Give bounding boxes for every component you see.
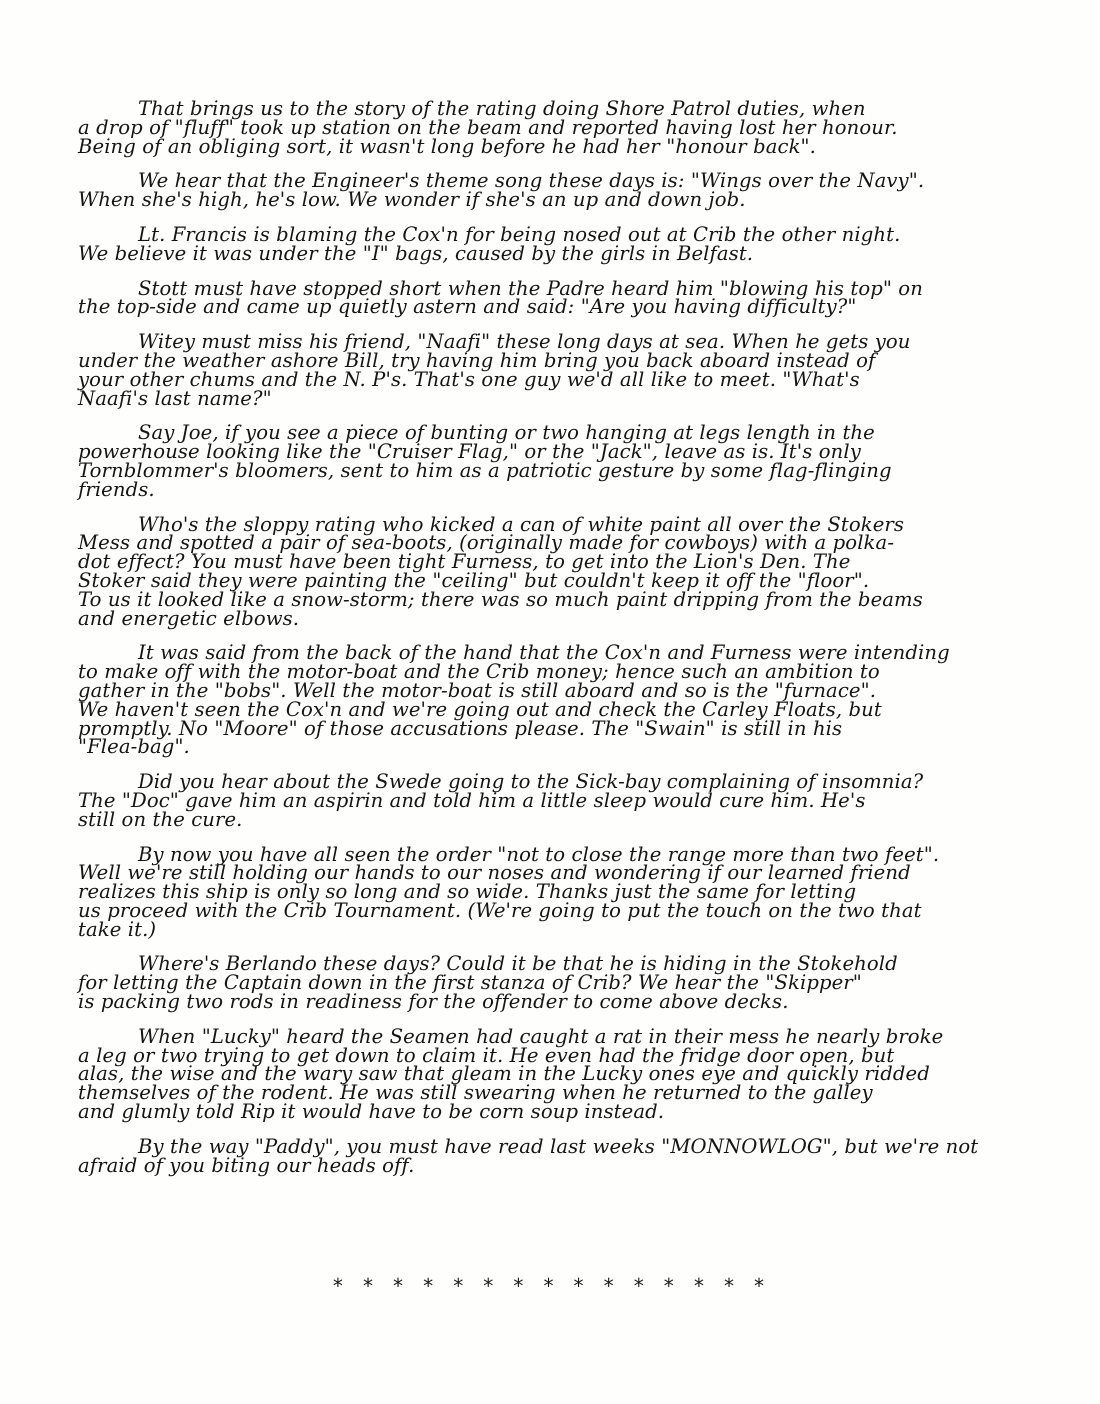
- text-line: us proceed with the Crib Tournament. (We're going to put the touch on the two that: [78, 898, 922, 922]
- text-line: Where's Berlando these days? Could it be that he is hiding in the Stokehold: [138, 952, 898, 976]
- paragraph: [78, 421, 983, 501]
- text-line: That brings us to the story of the rating doing Shore Patrol duties, when: [138, 97, 866, 120]
- paragraph: [78, 842, 983, 941]
- text-line: under the weather ashore Bill, try having him bring you back aboard instead of: [78, 348, 876, 372]
- text-line: We believe it was under the "I" bags, caused by the girls in Belfast.: [78, 241, 754, 265]
- paragraph: [78, 641, 983, 759]
- text-line: gather in the "bobs". Well the motor-boat is still aboard and so is the "furnace".: [78, 678, 877, 702]
- text-line: The "Doc" gave him an aspirin and told him a little sleep would cure him. He's: [78, 788, 866, 812]
- paragraph: [78, 1024, 983, 1124]
- text-line: "Flea-bag".: [78, 735, 190, 759]
- text-line: To us it looked like a snow-storm; there was so much paint dripping from the beams: [78, 587, 923, 611]
- separator-stars: * * * * * * * * * * * * * * *: [331, 1274, 769, 1298]
- text-line: and glumly told Rip it would have to be corn soup instead.: [78, 1100, 665, 1124]
- text-line: powerhouse looking like the "Cruiser Flag," or the "Jack", leave as is. It's only: [78, 440, 861, 464]
- text-line: your other chums and the N. P's. That's one guy we'd all like to meet. "What's: [78, 367, 860, 391]
- text-line: When "Lucky" heard the Seamen had caught a rat in their mess he nearly broke: [138, 1024, 944, 1048]
- text-line: Lt. Francis is blaming the Cox'n for being nosed out at Crib the other night.: [138, 222, 901, 246]
- text-line: dot effect? You must have been tight Furness, to get into the Lion's Den. The: [78, 550, 851, 574]
- paragraph: [78, 512, 983, 630]
- text-line: promptly. No "Moore" of those accusations please. The "Swain" is still in his: [78, 716, 843, 740]
- text-line: to make off with the motor-boat and the Crib money; hence such an ambition to: [78, 660, 880, 684]
- text-line: themselves of the rodent. He was still swearing when he returned to the galley: [78, 1081, 873, 1105]
- text-line: Stott must have stopped short when the Padre heard him "blowing his top" on: [138, 276, 923, 300]
- paragraph: [78, 222, 983, 265]
- text-line: Say Joe, if you see a piece of bunting or two hanging at legs length in the: [138, 421, 875, 445]
- text-line: Naafi's last name?": [78, 386, 272, 410]
- text-line: It was said from the back of the hand that the Cox'n and Furness were intending: [138, 641, 950, 665]
- text-line: Who's the sloppy rating who kicked a can of white paint all over the Stokers: [138, 512, 905, 536]
- paragraph: [78, 952, 983, 1014]
- paragraph: [78, 169, 983, 212]
- paragraph: [78, 276, 983, 319]
- text-line: a drop of "fluff" took up station on the beam and reported having lost her honour.: [78, 115, 898, 139]
- text-line: We haven't seen the Cox'n and we're going out and check the Carley Floats, but: [78, 697, 882, 721]
- paragraph: [78, 97, 983, 158]
- text-line: for letting the Captain down in the first stanza of Crib? We hear the "Skipper": [78, 971, 862, 995]
- text-line: alas, the wise and the wary saw that gleam in the Lucky ones eye and quickly ridded: [78, 1062, 930, 1086]
- text-line: We hear that the Engineer's theme song these days is: "Wings over the Navy".: [138, 169, 925, 193]
- text-line: Witey must miss his friend, "Naafi" these long days at sea. When he gets you: [138, 330, 911, 354]
- text-line: afraid of you biting our heads off.: [78, 1153, 415, 1177]
- paragraph: [78, 770, 983, 831]
- text-line: take it.): [78, 917, 157, 941]
- text-line: realizes this ship is only so long and so wide. Thanks just the same for letting: [78, 880, 857, 904]
- text-line: friends.: [78, 477, 155, 501]
- text-line: Being of an obliging sort, it wasn't long before he had her "honour back".: [78, 134, 816, 158]
- text-line: a leg or two trying to get down to claim it. He even had the fridge door open, but: [78, 1043, 895, 1067]
- text-line: the top-side and came up quietly astern and said: "Are you having difficulty?": [78, 295, 857, 319]
- text-line: Well we're still holding our hands to our noses and wondering if our learned friend: [78, 861, 911, 885]
- text-line: is packing two rods in readiness for the offender to come above decks.: [78, 990, 789, 1014]
- text-line: still on the cure.: [78, 807, 243, 831]
- paragraph: [78, 330, 983, 410]
- text-line: When she's high, he's low. We wonder if she's an up and down job.: [78, 188, 746, 212]
- text-line: By the way "Paddy", you must have read last weeks "MONNOWLOG", but we're not: [138, 1134, 979, 1158]
- text-line: Did you hear about the Swede going to the Sick-bay complaining of insomnia?: [138, 770, 924, 794]
- paragraph: [78, 1134, 983, 1177]
- text-line: Mess and spotted a pair of sea-boots, (originally made for cowboys) with a polka-: [78, 531, 895, 555]
- newsletter-body: [78, 97, 983, 1191]
- text-line: Stoker said they were painting the "ceiling" but couldn't keep it off the "floor".: [78, 568, 870, 592]
- text-line: Tornblommer's bloomers, sent to him as a patriotic gesture by some flag-flinging: [78, 458, 892, 482]
- text-line: By now you have all seen the order "not to close the range more than two feet".: [138, 842, 940, 866]
- text-line: and energetic elbows.: [78, 606, 300, 630]
